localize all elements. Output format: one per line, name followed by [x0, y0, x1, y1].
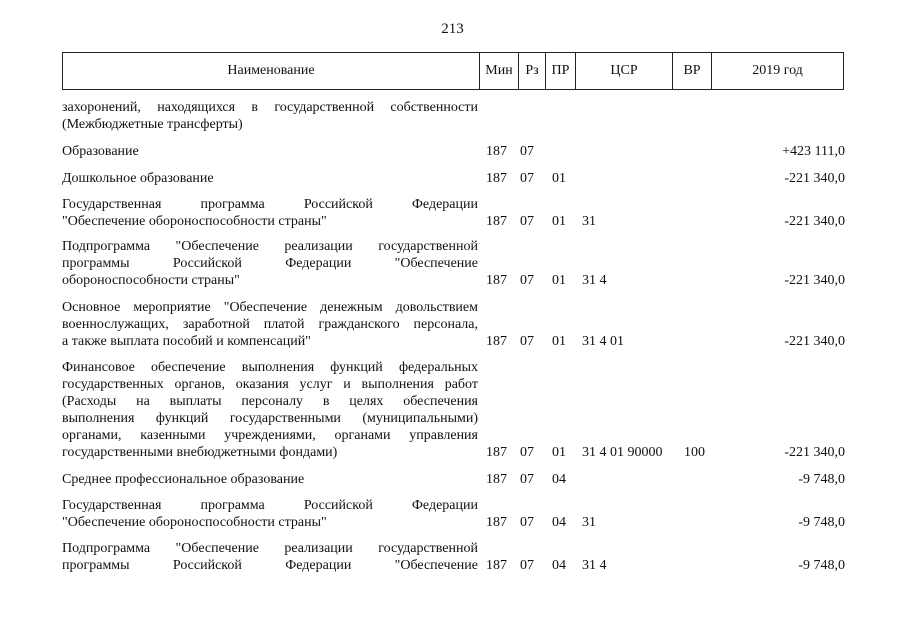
- row-name-line: "Обеспечение обороноспособности страны": [62, 214, 327, 229]
- cell-pr: 04: [552, 558, 566, 573]
- cell-min: 187: [486, 273, 507, 288]
- cell-rz: 07: [520, 515, 534, 530]
- cell-vr: 100: [684, 445, 705, 460]
- cell-csr: 31 4: [582, 273, 607, 288]
- cell-sum: -9 748,0: [798, 515, 845, 530]
- cell-csr: 31: [582, 214, 596, 229]
- cell-rz: 07: [520, 273, 534, 288]
- cell-sum: -9 748,0: [798, 558, 845, 573]
- column-header-year: 2019 год: [752, 63, 803, 78]
- cell-min: 187: [486, 334, 507, 349]
- cell-sum: -221 340,0: [784, 171, 845, 186]
- cell-sum: -9 748,0: [798, 472, 845, 487]
- cell-csr: 31 4: [582, 558, 607, 573]
- cell-sum: +423 111,0: [782, 144, 845, 159]
- column-header-min: Мин: [480, 53, 519, 89]
- row-name-line: программы Российской Федерации "Обеспечение: [62, 558, 478, 573]
- cell-pr: 04: [552, 515, 566, 530]
- row-name-line: а также выплата пособий и компенсаций": [62, 334, 311, 349]
- table-row: [62, 471, 845, 488]
- cell-pr: 01: [552, 273, 566, 288]
- cell-rz: 07: [520, 472, 534, 487]
- row-name-line: государственных органов, оказания услуг и выполнения работ: [62, 377, 478, 392]
- cell-rz: 07: [520, 558, 534, 573]
- cell-sum: -221 340,0: [784, 273, 845, 288]
- cell-sum: -221 340,0: [784, 214, 845, 229]
- table-header: [62, 52, 844, 90]
- cell-rz: 07: [520, 171, 534, 186]
- row-name-line: (Межбюджетные трансферты): [62, 117, 243, 132]
- row-name-line: программы Российской Федерации "Обеспечение: [62, 256, 478, 271]
- cell-min: 187: [486, 558, 507, 573]
- row-name-line: (Расходы на выплаты персоналу в целях обеспечения: [62, 394, 478, 409]
- cell-min: 187: [486, 171, 507, 186]
- table-row: [62, 99, 845, 133]
- row-name-line: обороноспособности страны": [62, 273, 240, 288]
- row-name-line: Среднее профессиональное образование: [62, 472, 305, 487]
- cell-csr: 31 4 01: [582, 334, 624, 349]
- row-name-line: Дошкольное образование: [62, 171, 214, 186]
- column-header-rz: Рз: [519, 53, 546, 89]
- page-number: 213: [441, 21, 464, 37]
- cell-min: 187: [486, 515, 507, 530]
- cell-pr: 01: [552, 445, 566, 460]
- row-name-line: органами, казенными учреждениями, органами управления: [62, 428, 478, 443]
- row-name-line: захоронений, находящихся в государственной собственности: [62, 100, 478, 115]
- column-header-csr: ЦСР: [576, 53, 673, 89]
- table-row: [62, 238, 845, 289]
- cell-pr: 01: [552, 214, 566, 229]
- column-header-name: Наименование: [63, 53, 480, 89]
- table-row: [62, 299, 845, 350]
- cell-sum: -221 340,0: [784, 445, 845, 460]
- table-row: [62, 196, 845, 230]
- cell-min: 187: [486, 144, 507, 159]
- cell-csr: 31 4 01 90000: [582, 445, 663, 460]
- row-name-line: Государственная программа Российской Федерации: [62, 498, 478, 513]
- column-header-pr: ПР: [546, 53, 576, 89]
- column-header-vr: ВР: [673, 53, 712, 89]
- row-name-line: выполнения функций государственными (муниципальными): [62, 411, 478, 426]
- cell-sum: -221 340,0: [784, 334, 845, 349]
- cell-rz: 07: [520, 334, 534, 349]
- row-name-line: военнослужащих, заработной платой гражданского персонала,: [62, 317, 478, 332]
- cell-pr: 04: [552, 472, 566, 487]
- table-row: [62, 143, 845, 160]
- cell-rz: 07: [520, 445, 534, 460]
- cell-pr: 01: [552, 334, 566, 349]
- row-name-line: Образование: [62, 144, 139, 159]
- row-name-line: Государственная программа Российской Федерации: [62, 197, 478, 212]
- cell-csr: 31: [582, 515, 596, 530]
- row-name-line: Подпрограмма "Обеспечение реализации государственной: [62, 239, 478, 254]
- table-row: [62, 170, 845, 187]
- cell-rz: 07: [520, 144, 534, 159]
- cell-min: 187: [486, 472, 507, 487]
- table-row: [62, 497, 845, 531]
- row-name-line: государственными внебюджетными фондами): [62, 445, 338, 460]
- cell-min: 187: [486, 214, 507, 229]
- table-row: [62, 359, 845, 461]
- row-name-line: Финансовое обеспечение выполнения функций федеральных: [62, 360, 478, 375]
- cell-pr: 01: [552, 171, 566, 186]
- cell-rz: 07: [520, 214, 534, 229]
- row-name-line: Подпрограмма "Обеспечение реализации государственной: [62, 541, 478, 556]
- cell-min: 187: [486, 445, 507, 460]
- row-name-line: "Обеспечение обороноспособности страны": [62, 515, 327, 530]
- row-name-line: Основное мероприятие "Обеспечение денежным довольствием: [62, 300, 478, 315]
- table-row: [62, 540, 845, 574]
